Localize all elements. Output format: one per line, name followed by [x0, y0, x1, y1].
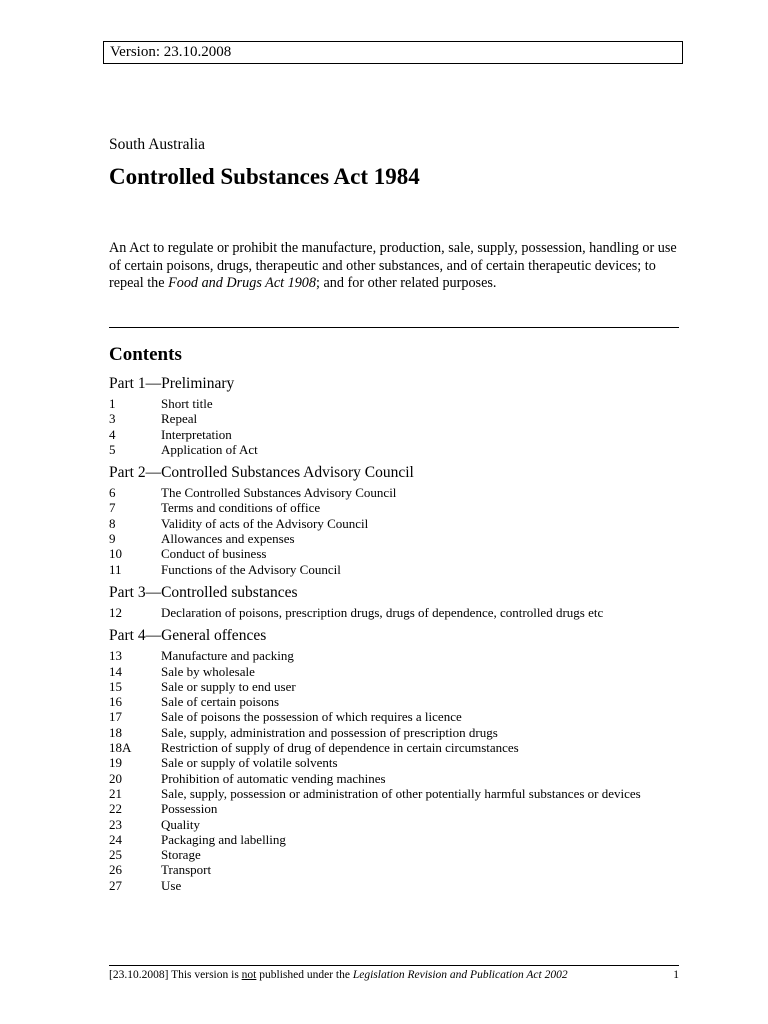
toc-entry-number: 9 [109, 531, 116, 547]
footer-text [109, 968, 568, 982]
toc-entry[interactable] [109, 817, 669, 832]
toc-entry[interactable] [109, 531, 669, 546]
toc-part-heading[interactable]: Part 4—General offences [109, 627, 267, 645]
toc-entry-number: 27 [109, 877, 122, 893]
toc-entry[interactable] [109, 562, 669, 577]
toc-entry-number: 15 [109, 678, 122, 694]
toc-entry[interactable] [109, 771, 669, 786]
version-box [103, 41, 683, 64]
page-footer [109, 968, 679, 982]
toc-entry-title: Terms and conditions of office [161, 500, 321, 516]
toc-entry-title: Sale, supply, administration and possession of prescription drugs [161, 724, 498, 740]
toc-entry-title: Declaration of poisons, prescription drugs, drugs of dependence, controlled drugs etc [161, 604, 604, 620]
toc-entry-number: 4 [109, 426, 116, 442]
toc-entry[interactable] [109, 786, 669, 801]
toc-entry-number: 11 [109, 561, 122, 577]
toc-entry-title: Packaging and labelling [161, 831, 286, 847]
toc-entry[interactable] [109, 396, 669, 411]
toc-entry-number: 7 [109, 500, 116, 516]
toc-entry-title: Sale or supply of volatile solvents [161, 755, 338, 771]
page-number: 1 [673, 969, 679, 981]
toc-entry-number: 23 [109, 816, 122, 832]
toc-entry-number: 1 [109, 396, 116, 411]
toc-entry-title: Sale of certain poisons [161, 694, 280, 710]
toc-entry[interactable] [109, 516, 669, 531]
long-title-text: An Act to regulate or prohibit the manufacture, production, sale, supply, possession, handling or use of certain poisons, drugs, therapeutic and other substances, and of certain therapeutic devices; to repeal the [109, 240, 677, 291]
toc-entry-number: 17 [109, 709, 122, 725]
toc-entry[interactable] [109, 878, 669, 893]
toc-entry-number: 6 [109, 485, 116, 501]
toc-entry-number: 24 [109, 831, 122, 847]
footer-prefix: [23.10.2008] This version is [109, 969, 242, 981]
toc-entry[interactable] [109, 427, 669, 442]
toc-entry-number: 12 [109, 604, 122, 620]
toc-entry[interactable] [109, 847, 669, 862]
toc-entry-number: 8 [109, 515, 116, 531]
toc-entry-title: Manufacture and packing [161, 648, 294, 664]
toc-entry-number: 18A [109, 740, 132, 756]
footer-italic: Legislation Revision and Publication Act 2002 [352, 969, 568, 981]
toc-entry-number: 19 [109, 755, 122, 771]
toc-entry-number: 22 [109, 801, 122, 817]
toc-entry-number: 21 [109, 785, 122, 801]
toc-entry-number: 5 [109, 441, 116, 457]
long-title-italic: Food and Drugs Act 1908 [168, 275, 316, 291]
toc-entry-title: Sale by wholesale [161, 663, 255, 679]
toc-entry-title: Use [161, 877, 182, 893]
toc-entry-number: 16 [109, 694, 122, 710]
footer-underlined: not [241, 969, 257, 981]
toc-entry[interactable] [109, 411, 669, 426]
toc-entry-title: Transport [161, 862, 212, 878]
toc-entry-title: Prohibition of automatic vending machines [161, 770, 386, 786]
toc-entry[interactable] [109, 709, 669, 724]
toc-entry-number: 18 [109, 724, 122, 740]
long-title-end: ; and for other related purposes. [316, 275, 497, 291]
toc-entry[interactable] [109, 500, 669, 515]
divider [109, 327, 679, 328]
toc-entry[interactable] [109, 605, 669, 620]
toc-entry[interactable] [109, 755, 669, 770]
long-title [109, 240, 689, 293]
toc-entry-title: Sale, supply, possession or administration of other potentially harmful substances or devices [161, 785, 641, 801]
toc-entry[interactable] [109, 740, 669, 755]
toc-entry-title: Interpretation [161, 426, 232, 442]
toc-entry-title: Storage [161, 847, 201, 863]
toc-entry-title: Quality [161, 816, 200, 832]
toc-entry-title: Allowances and expenses [161, 531, 295, 547]
toc-entry[interactable] [109, 862, 669, 877]
toc-entry[interactable] [109, 832, 669, 847]
toc-entry[interactable] [109, 725, 669, 740]
toc-entry[interactable] [109, 648, 669, 663]
version-label: Version: 23.10.2008 [110, 44, 232, 60]
toc-part-heading[interactable]: Part 2—Controlled Substances Advisory Council [109, 464, 414, 482]
toc-entry-number: 26 [109, 862, 122, 878]
toc-entry[interactable] [109, 664, 669, 679]
toc-entry-number: 20 [109, 770, 122, 786]
toc-entry[interactable] [109, 442, 669, 457]
toc-entry-title: The Controlled Substances Advisory Council [161, 485, 397, 501]
toc-entry-number: 14 [109, 663, 122, 679]
toc-entry[interactable] [109, 679, 669, 694]
jurisdiction: South Australia [109, 136, 206, 153]
toc-entry-title: Sale of poisons the possession of which requires a licence [161, 709, 462, 725]
toc-entry-number: 10 [109, 546, 122, 562]
toc-entry-title: Validity of acts of the Advisory Council [161, 515, 369, 531]
table-of-contents [109, 372, 669, 893]
toc-entry[interactable] [109, 485, 669, 500]
contents-heading: Contents [109, 344, 182, 365]
toc-entry-title: Repeal [161, 411, 198, 427]
toc-entry-title: Short title [161, 396, 213, 411]
toc-entry[interactable] [109, 801, 669, 816]
toc-entry-title: Conduct of business [161, 546, 267, 562]
act-title: Controlled Substances Act 1984 [109, 164, 420, 189]
footer-divider [109, 965, 679, 966]
toc-entry-number: 13 [109, 648, 122, 664]
toc-entry-title: Possession [161, 801, 218, 817]
footer-middle: published under the [256, 969, 353, 981]
toc-entry-title: Restriction of supply of drug of dependence in certain circumstances [161, 740, 519, 756]
toc-entry[interactable] [109, 546, 669, 561]
toc-entry-number: 3 [109, 411, 116, 427]
toc-entry-number: 25 [109, 847, 122, 863]
toc-part-heading[interactable]: Part 1—Preliminary [109, 375, 235, 392]
toc-entry-title: Application of Act [161, 441, 258, 457]
toc-entry-title: Sale or supply to end user [161, 678, 296, 694]
toc-entry-title: Functions of the Advisory Council [161, 561, 341, 577]
toc-part-heading[interactable]: Part 3—Controlled substances [109, 583, 298, 601]
toc-entry[interactable] [109, 694, 669, 709]
